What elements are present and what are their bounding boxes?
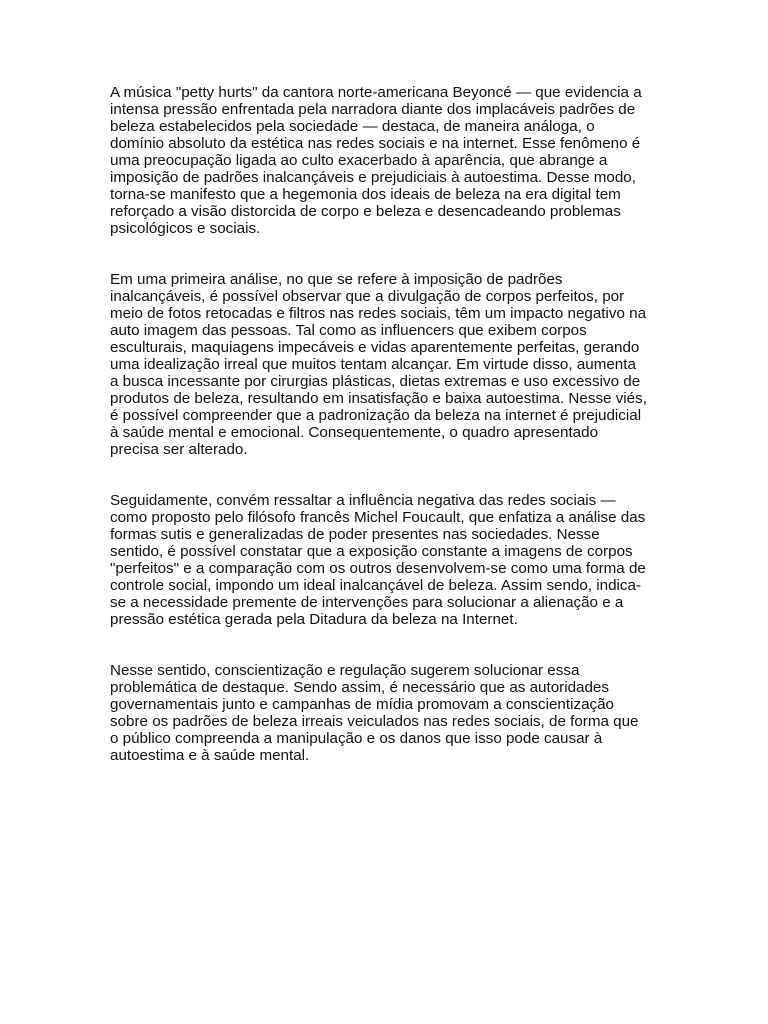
text-line: intensa pressão enfrentada pela narradora diante dos implacáveis padrões de [110, 101, 636, 118]
text-line: se a necessidade premente de intervenções para solucionar a alienação e a [110, 594, 624, 611]
text-line: inalcançáveis, é possível observar que a divulgação de corpos perfeitos, por [110, 288, 625, 305]
text-line: uma idealização irreal que muitos tentam alcançar. Em virtude disso, aumenta [110, 356, 636, 373]
text-line: domínio absoluto da estética nas redes sociais e na internet. Esse fenômeno é [110, 135, 641, 152]
text-line: autoestima e à saúde mental. [110, 747, 310, 764]
text-line: psicológicos e sociais. [110, 220, 261, 237]
text-line: é possível compreender que a padronização da beleza na internet é prejudicial [110, 407, 642, 424]
text-line: sentido, é possível constatar que a exposição constante a imagens de corpos [110, 543, 633, 560]
paragraph-3 [110, 492, 662, 628]
text-line: imposição de padrões inalcançáveis e prejudiciais à autoestima. Desse modo, [110, 169, 636, 186]
essay-text [110, 84, 662, 798]
text-line: controle social, impondo um ideal inalcançável de beleza. Assim sendo, indica- [110, 577, 642, 594]
text-line: Seguidamente, convém ressaltar a influência negativa das redes sociais — [110, 492, 616, 509]
paragraph-2 [110, 271, 662, 458]
text-line: a busca incessante por cirurgias plásticas, dietas extremas e uso excessivo de [110, 373, 641, 390]
text-line: como proposto pelo filósofo francês Michel Foucault, que enfatiza a análise das [110, 509, 646, 526]
paragraph-1 [110, 84, 662, 237]
text-line: governamentais junto e campanhas de mídia promovam a conscientização [110, 696, 614, 713]
text-line: à saúde mental e emocional. Consequentemente, o quadro apresentado [110, 424, 599, 441]
text-line: o público compreenda a manipulação e os danos que isso pode causar à [110, 730, 603, 747]
text-line: reforçado a visão distorcida de corpo e beleza e desencadeando problemas [110, 203, 621, 220]
paragraph-4 [110, 662, 662, 764]
text-line: formas sutis e generalizadas de poder presentes nas sociedades. Nesse [110, 526, 600, 543]
text-line: produtos de beleza, resultando em insatisfação e baixa autoestima. Nesse viés, [110, 390, 647, 407]
text-line: precisa ser alterado. [110, 441, 248, 458]
text-line: torna-se manifesto que a hegemonia dos ideais de beleza na era digital tem [110, 186, 621, 203]
text-line: Em uma primeira análise, no que se refere à imposição de padrões [110, 271, 563, 288]
text-line: meio de fotos retocadas e filtros nas redes sociais, têm um impacto negativo na [110, 305, 647, 322]
text-line: beleza estabelecidos pela sociedade — destaca, de maneira análoga, o [110, 118, 595, 135]
text-line: Nesse sentido, conscientização e regulação sugerem solucionar essa [110, 662, 580, 679]
text-line: esculturais, maquiagens impecáveis e vidas aparentemente perfeitas, gerando [110, 339, 640, 356]
text-line: pressão estética gerada pela Ditadura da beleza na Internet. [110, 611, 518, 628]
text-line: sobre os padrões de beleza irreais veiculados nas redes sociais, de forma que [110, 713, 639, 730]
text-line: uma preocupação ligada ao culto exacerbado à aparência, que abrange a [110, 152, 608, 169]
text-line: A música "petty hurts" da cantora norte-americana Beyoncé — que evidencia a [110, 84, 642, 101]
text-line: problemática de destaque. Sendo assim, é necessário que as autoridades [110, 679, 609, 696]
text-line: auto imagem das pessoas. Tal como as influencers que exibem corpos [110, 322, 587, 339]
text-line: "perfeitos" e a comparação com os outros desenvolvem-se como uma forma de [110, 560, 646, 577]
